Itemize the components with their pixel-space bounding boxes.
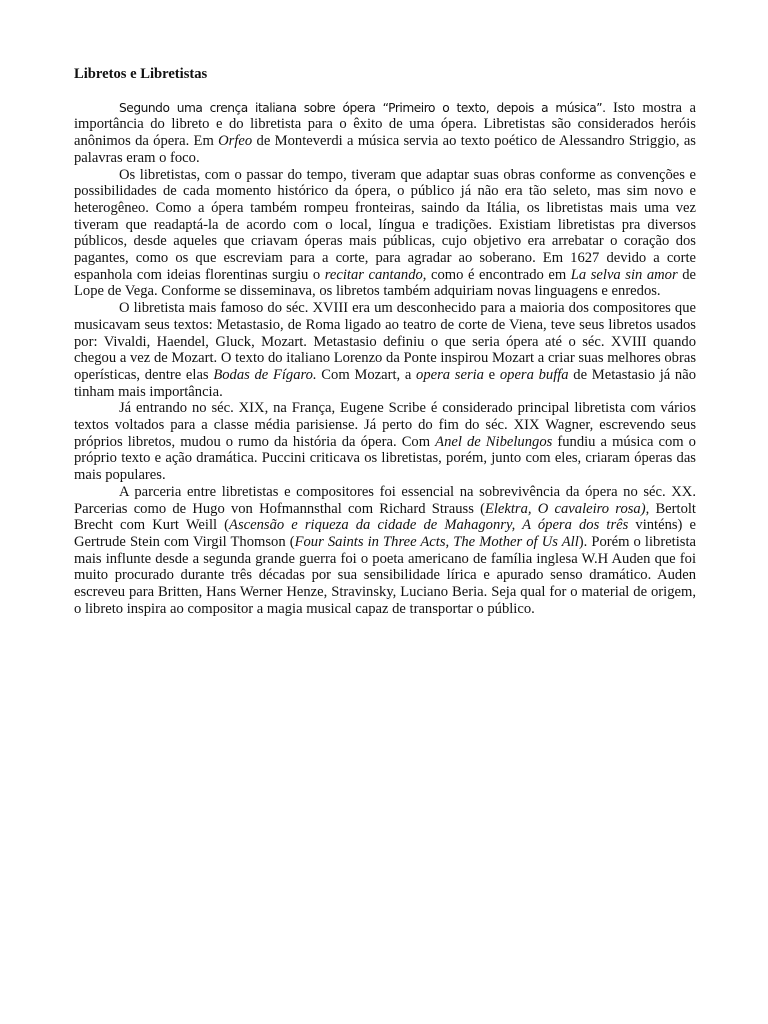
paragraph-intro	[74, 100, 696, 167]
text-run: Com Mozart, a	[316, 366, 417, 383]
italic-run: Four Saints in Three Acts, The Mother of Us All	[294, 533, 579, 550]
text-run: Segundo uma crença italiana sobre ópera “Primeiro o texto, depois a música”.	[119, 100, 606, 115]
text-run: Isto mostra a importância do libreto e do libretista para o êxito de uma ópera. Libretistas são considerados heróis anônimos da ópera. Em	[74, 99, 696, 150]
text-run: A parceria entre libretistas e compositores foi essencial na sobrevivência da ópera no séc. XX. Parcerias como de Hugo von Hofmannsthal com Richard Strauss (	[74, 483, 696, 517]
italic-run: La selva sin amor	[570, 266, 678, 283]
text-run: , Bertolt Brecht com Kurt Weill (	[74, 500, 696, 534]
paragraph-twentieth-century	[74, 484, 696, 618]
paragraph-metastasio	[74, 300, 696, 400]
document-body	[74, 66, 696, 618]
italic-run: Elektra, O cavaleiro rosa)	[484, 500, 646, 517]
paragraph-nineteenth-century	[74, 400, 696, 484]
text-run: Já entrando no séc. XIX, na França, Eugene Scribe é considerado principal libretista com vários textos voltados para a classe média parisiense. Já perto do fim do séc. XIX Wagner, escrevendo seus próprios libretos, mudou o rumo da história da ópera. Com	[74, 400, 696, 450]
text-run: de Lope de Vega. Conforme se disseminava, os libretos também adquiriam novas linguagens e enredos.	[74, 266, 696, 300]
text-run: Os libretistas, com o passar do tempo, tiveram que adaptar suas obras conforme as convenções e possibilidades de cada momento histórico da ópera, o público já não era tão seleto, mas sim novo e heterogêneo. Como a ópera também rompeu fronteiras, saindo da Itália, os libretistas mais uma vez tiveram que readaptá-la de acordo com o local, língua e tradições. Existiam libretistas pra diversos públicos, desde aqueles que criavam óperas mais públicas, cujo objetivo era arrebatar o coração dos pagantes, como os que escreviam para a corte, para agradar ao soberano. Em 1627 devido a corte espanhola com ideias florentinas surgiu o	[74, 166, 696, 283]
text-run: e	[483, 366, 500, 383]
text-run: ). Porém o libretista mais influnte desde a segunda grande guerra foi o poeta americano de família inglesa W.H Auden que foi muito procurado durante três décadas por sua sensibilidade lírica e apurado senso dramático. Auden escreveu para Britten, Hans Werner Henze, Stravinsky, Luciano Beria. Seja qual for o material de origem, o libreto inspira ao compositor a magia musical capaz de transportar o público.	[74, 533, 696, 617]
italic-run: Bodas de Fígaro.	[213, 366, 317, 383]
italic-run: Orfeo	[218, 133, 253, 150]
text-run: O libretista mais famoso do séc. XVIII era um desconhecido para a maioria dos compositores que musicavam seus textos: Metastasio, de Roma ligado ao teatro de corte de Viena, teve seus libretos usados por: Vivaldi, Haendel, Gluck, Mozart. Metastasio definiu o que seria ópera até o séc. XVIII quando chegou a vez de Mozart. O texto do italiano Lorenzo da Ponte inspirou Mozart a criar suas melhores obras operísticas, dentre elas	[74, 300, 696, 383]
italic-run: opera buffa	[499, 366, 569, 383]
text-run: de Metastasio já não tinham mais importância.	[74, 366, 696, 400]
italic-run: recitar cantando	[324, 266, 423, 283]
document-title: Libretos e Libretistas	[74, 66, 208, 82]
text-run: vinténs) e Gertrude Stein com Virgil Thomson (	[74, 517, 697, 550]
text-run: , como é encontrado em	[422, 266, 571, 283]
italic-run: Ascensão e riqueza da cidade de Mahagonry, A ópera dos três	[229, 517, 629, 534]
italic-run: opera seria	[416, 366, 484, 383]
paragraph-adaptation	[74, 167, 696, 301]
italic-run: Anel de Nibelungos	[435, 433, 553, 450]
text-run: de Monteverdi a música servia ao texto poético de Alessandro Striggio, as palavras eram o foco.	[74, 133, 696, 166]
text-run: fundiu a música com o próprio texto e ação dramática. Puccini criticava os libretistas, porém, junto com eles, criaram óperas das mais populares.	[74, 433, 696, 484]
